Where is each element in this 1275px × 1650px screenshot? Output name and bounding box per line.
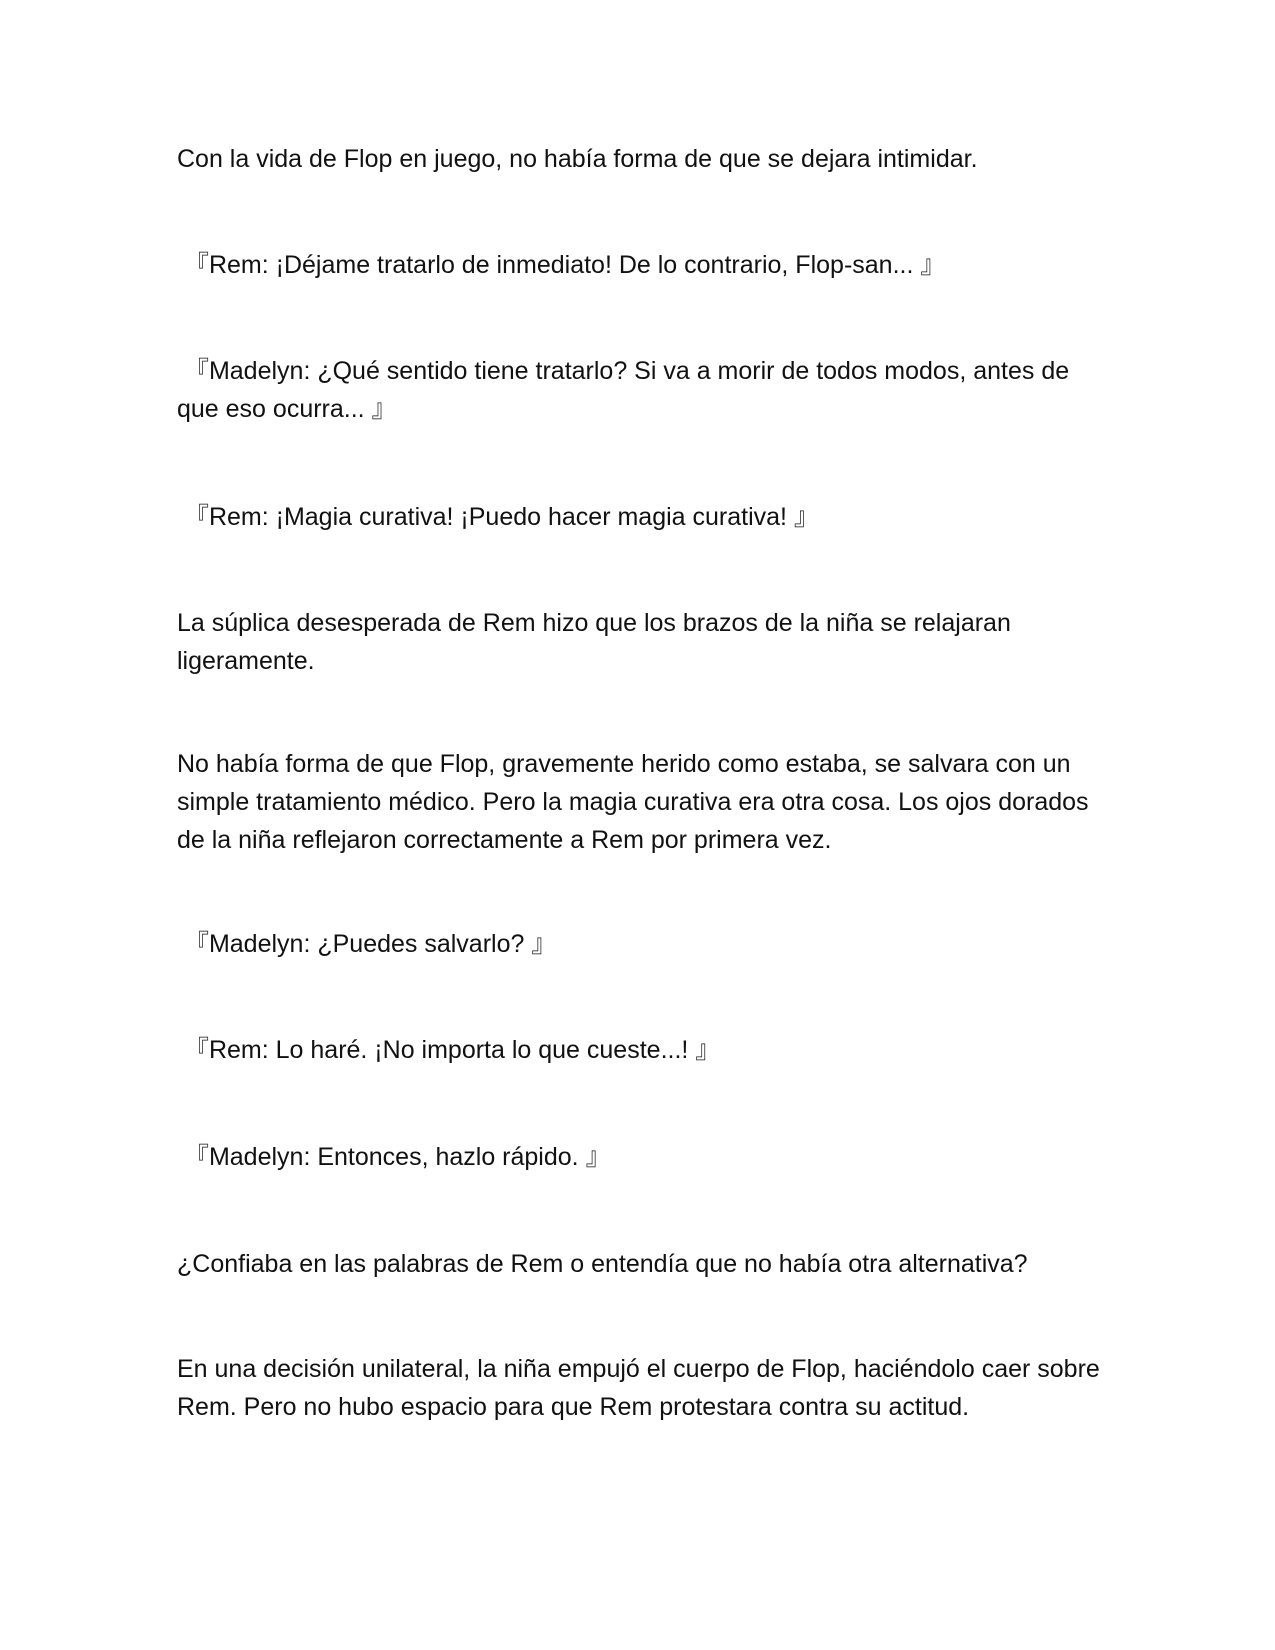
paragraph-narration-2: La súplica desesperada de Rem hizo que los brazos de la niña se relajaran ligeramente. [177,609,1018,675]
paragraph-dialog-madelyn-1: 『Madelyn: ¿Qué sentido tiene tratarlo? Si va a morir de todos modos, antes de que eso ocurra... 』 [177,357,1077,423]
paragraph-dialog-rem-3: 『Rem: Lo haré. ¡No importa lo que cueste...! 』 [177,1036,721,1064]
paragraph-dialog-madelyn-2: 『Madelyn: ¿Puedes salvarlo? 』 [177,930,557,958]
paragraph-narration-4: ¿Confiaba en las palabras de Rem o entendía que no había otra alternativa? [177,1250,1028,1278]
paragraph-dialog-madelyn-3: 『Madelyn: Entonces, hazlo rápido. 』 [177,1143,611,1171]
paragraph-dialog-rem-2: 『Rem: ¡Magia curativa! ¡Puedo hacer magia curativa! 』 [177,503,819,531]
paragraph-narration-1: Con la vida de Flop en juego, no había forma de que se dejara intimidar. [177,145,978,173]
paragraph-narration-3: No había forma de que Flop, gravemente herido como estaba, se salvara con un simple tratamiento médico. Pero la magia curativa era otra cosa. Los ojos dorados de la niña reflejaron correctamente a Rem por primera vez. [177,750,1096,854]
paragraph-narration-5: En una decisión unilateral, la niña empujó el cuerpo de Flop, haciéndolo caer sobre Rem. Pero no hubo espacio para que Rem protestara contra su actitud. [177,1355,1107,1421]
paragraph-dialog-rem-1: 『Rem: ¡Déjame tratarlo de inmediato! De lo contrario, Flop-san... 』 [177,251,946,279]
